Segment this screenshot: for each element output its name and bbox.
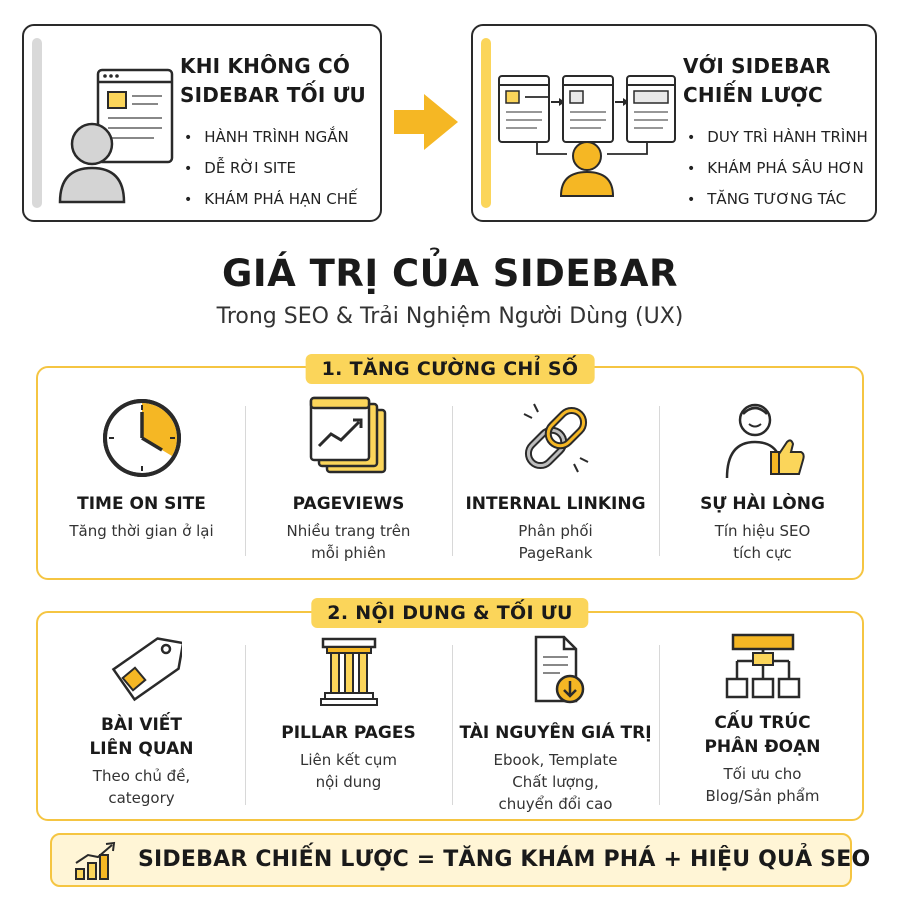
section-label-metrics: 1. TĂNG CƯỜNG CHỈ SỐ [306, 354, 595, 384]
footer-text: SIDEBAR CHIẾN LƯỢC = TĂNG KHÁM PHÁ + HIỆU QUẢ SEO [138, 847, 871, 872]
tag-icon [102, 633, 182, 707]
metric-title: TIME ON SITE [77, 494, 206, 514]
bullet-item: • TĂNG TƯƠNG TÁC [687, 184, 868, 215]
metric-desc: Tín hiệu SEO tích cực [714, 522, 811, 562]
bullet-item: • DUY TRÌ HÀNH TRÌNH [687, 122, 868, 153]
content-related-posts [38, 633, 245, 809]
bullet-item: • HÀNH TRÌNH NGẮN [184, 122, 357, 153]
user-multi-page-flow-icon [497, 72, 677, 198]
content-resources [452, 633, 659, 815]
clock-icon [100, 396, 184, 480]
metric-title: SỰ HÀI LÒNG [700, 494, 825, 514]
chain-link-icon [514, 396, 598, 480]
left-panel-title: KHI KHÔNG CÓ SIDEBAR TỐI ƯU [180, 54, 366, 107]
panel-strip [481, 38, 491, 208]
metric-pageviews [245, 396, 452, 564]
footer-banner [50, 833, 871, 887]
hierarchy-icon [723, 633, 803, 703]
panel-strip [32, 38, 42, 208]
metric-internal-linking [452, 396, 659, 564]
section-label-content: 2. NỘI DUNG & TỐI ƯU [311, 598, 588, 628]
content-desc: Ebook, Template Chất lượng, chuyển đổi cao [493, 751, 618, 813]
bullet-item: • KHÁM PHÁ SÂU HƠN [687, 153, 868, 184]
metric-time-on-site [38, 396, 245, 542]
right-panel-title: VỚI SIDEBAR CHIẾN LƯỢC [683, 54, 831, 107]
arrow-right-icon [392, 90, 460, 154]
content-pillar-pages [245, 633, 452, 793]
page-title: GIÁ TRỊ CỦA SIDEBAR [222, 252, 678, 295]
panel-with-sidebar [471, 24, 877, 222]
metric-desc: Nhiều trang trên mỗi phiên [286, 522, 411, 562]
metric-satisfaction [659, 396, 866, 564]
page-subtitle: Trong SEO & Trải Nghiệm Người Dùng (UX) [216, 304, 684, 329]
growth-chart-icon [74, 841, 118, 881]
thumbs-up-person-icon [721, 396, 805, 480]
content-desc: Theo chủ đề, category [92, 767, 191, 807]
bullet-item: • DỄ RỜI SITE [184, 153, 357, 184]
bullet-item: • KHÁM PHÁ HẠN CHẾ [184, 184, 357, 215]
left-panel-bullets [184, 122, 357, 215]
document-download-icon [516, 633, 596, 707]
metric-title: INTERNAL LINKING [465, 494, 646, 514]
right-panel-bullets [687, 122, 868, 215]
pages-chart-icon [307, 396, 391, 480]
content-structure [659, 633, 866, 807]
metric-desc: Tăng thời gian ở lại [69, 522, 214, 540]
content-title: CẤU TRÚC PHÂN ĐOẠN [704, 713, 821, 757]
pillar-icon [309, 633, 389, 707]
content-title: BÀI VIẾT LIÊN QUAN [89, 715, 194, 759]
content-title: TÀI NGUYÊN GIÁ TRỊ [459, 723, 652, 743]
content-desc: Tối ưu cho Blog/Sản phẩm [705, 765, 820, 805]
section-metrics [36, 366, 864, 580]
user-single-page-icon [54, 66, 174, 206]
metric-desc: Phân phối PageRank [518, 522, 593, 562]
panel-without-sidebar [22, 24, 382, 222]
section-content [36, 611, 864, 821]
metric-title: PAGEVIEWS [292, 494, 405, 514]
content-title: PILLAR PAGES [281, 723, 416, 743]
content-desc: Liên kết cụm nội dung [300, 751, 397, 791]
